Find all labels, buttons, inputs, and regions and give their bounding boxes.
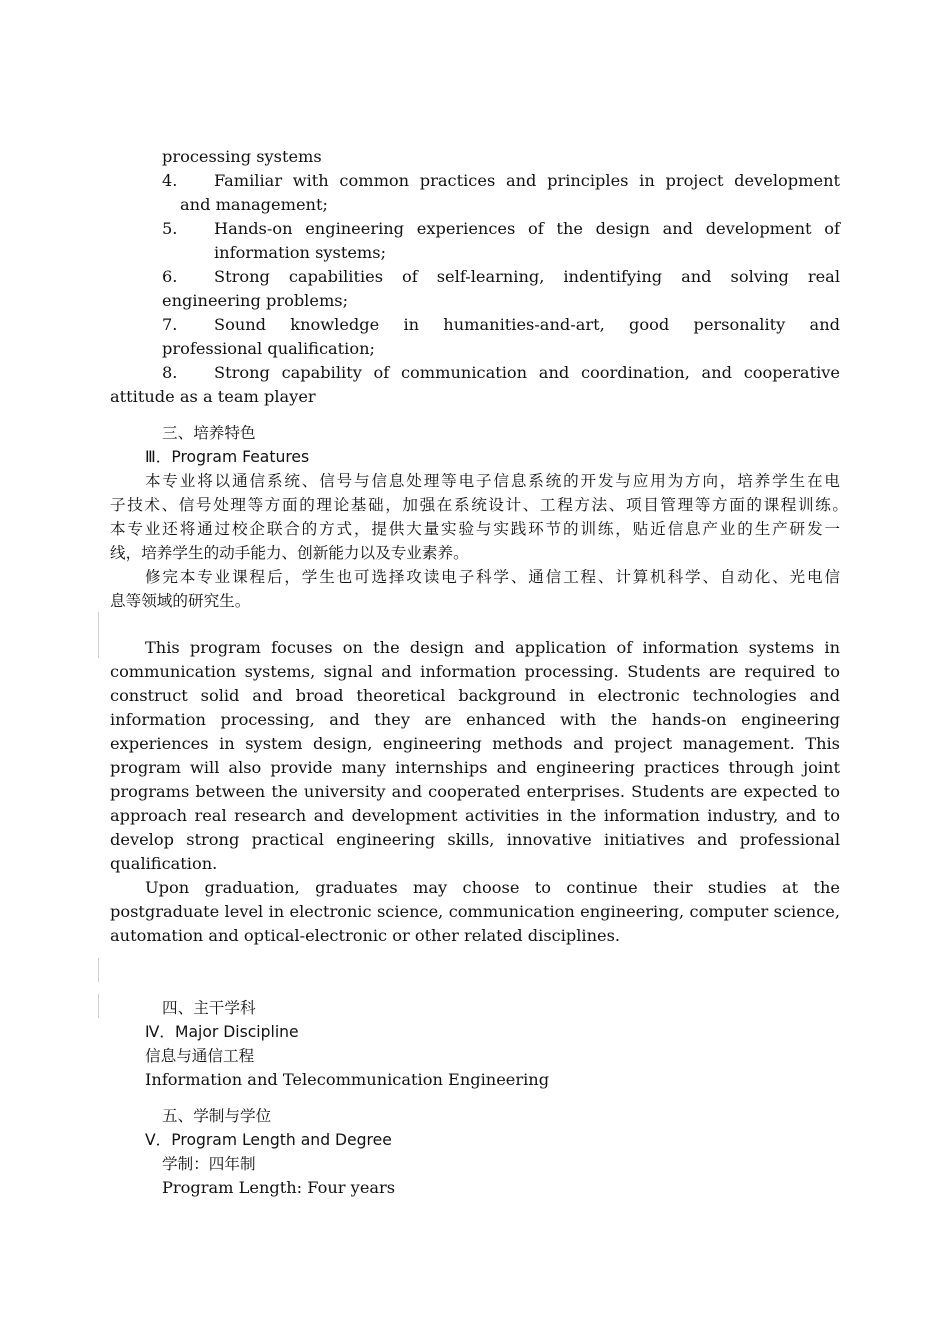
outcome-number: 6.: [162, 267, 178, 286]
outcome-item-4-cont: and management;: [180, 195, 328, 214]
en-paragraph-1: This program focuses on the design and application of information systems in communication systems, signal and information processing. Students are required to construct solid and broad theoretical background in electronic technologies and information processing, and they are enhanced with the hands-on engineering experiences in system design, engineering methods and project management. This program will also provide many internships and engineering practices through joint programs between the university and cooperated enterprises. Students are expected to approach real research and development activities in the information industry, and to develop strong practical engineering skills, innovative initiatives and professional qualification.: [110, 638, 840, 873]
outcome-number: 7.: [162, 315, 178, 334]
en-paragraphs: [110, 636, 840, 948]
outcome-item-7: [162, 313, 840, 337]
section3-heading-en: Ⅲ．Program Features: [145, 448, 310, 466]
margin-change-bar: [98, 958, 99, 982]
major-discipline-cn: 信息与通信工程: [145, 1047, 255, 1065]
cn-para1-line3: 本专业还将通过校企联合的方式，提供大量实验与实践环节的训练，贴近信息产业的生产研发一: [110, 520, 840, 538]
section3-heading-cn: 三、培养特色: [162, 424, 256, 442]
outcome-item-6-cont: engineering problems;: [162, 291, 349, 310]
outcome-item-7-cont: professional qualification;: [162, 339, 375, 358]
cn-para2-line2: 息等领域的研究生。: [110, 592, 251, 610]
section5-heading-cn: 五、学制与学位: [162, 1107, 272, 1125]
outcome-text: Familiar with common practices and principles in project development: [214, 171, 840, 190]
outcome-text: Sound knowledge in humanities-and-art, good personality and: [214, 315, 840, 334]
cn-para1-line4: 线，培养学生的动手能力、创新能力以及专业素养。: [110, 544, 469, 562]
outcome-number: 5.: [162, 219, 178, 238]
outcome-item-8-cont: attitude as a team player: [110, 387, 316, 406]
cn-para1-line1: 本专业将以通信系统、信号与信息处理等电子信息系统的开发与应用为方向，培养学生在电: [145, 472, 840, 490]
outcome-number: 8.: [162, 363, 178, 382]
outcome-item-5: [162, 217, 840, 241]
section4-heading-cn: 四、主干学科: [162, 999, 256, 1017]
outcome-item-5-cont: information systems;: [214, 243, 387, 262]
outcome-continuation: processing systems: [162, 147, 322, 166]
cn-para1-line2: 子技术、信号处理等方面的理论基础，加强在系统设计、工程方法、项目管理等方面的课程训练。: [110, 496, 848, 514]
outcome-item-6: [162, 265, 840, 289]
margin-change-bar: [98, 994, 99, 1018]
outcome-item-8: [162, 361, 840, 385]
section5-heading-en: Ⅴ．Program Length and Degree: [145, 1131, 392, 1149]
outcome-text: Strong capabilities of self-learning, indentifying and solving real: [214, 267, 840, 286]
outcome-text: Hands-on engineering experiences of the design and development of: [214, 219, 840, 238]
outcome-number: 4.: [162, 171, 178, 190]
en-paragraph-2: Upon graduation, graduates may choose to continue their studies at the postgraduate level in electronic science, communication engineering, computer science, automation and optical-electronic or other related disciplines.: [110, 878, 840, 945]
section4-heading-en: Ⅳ．Major Discipline: [145, 1023, 299, 1041]
cn-para2-line1: 修完本专业课程后，学生也可选择攻读电子科学、通信工程、计算机科学、自动化、光电信: [145, 568, 840, 586]
margin-change-bar: [98, 612, 99, 658]
major-discipline-en: Information and Telecommunication Engineering: [145, 1070, 550, 1089]
outcome-text: Strong capability of communication and coordination, and cooperative: [214, 363, 840, 382]
program-length-en: Program Length: Four years: [162, 1178, 396, 1197]
program-length-cn: 学制：四年制: [162, 1155, 256, 1173]
outcome-item-4: [162, 169, 840, 193]
